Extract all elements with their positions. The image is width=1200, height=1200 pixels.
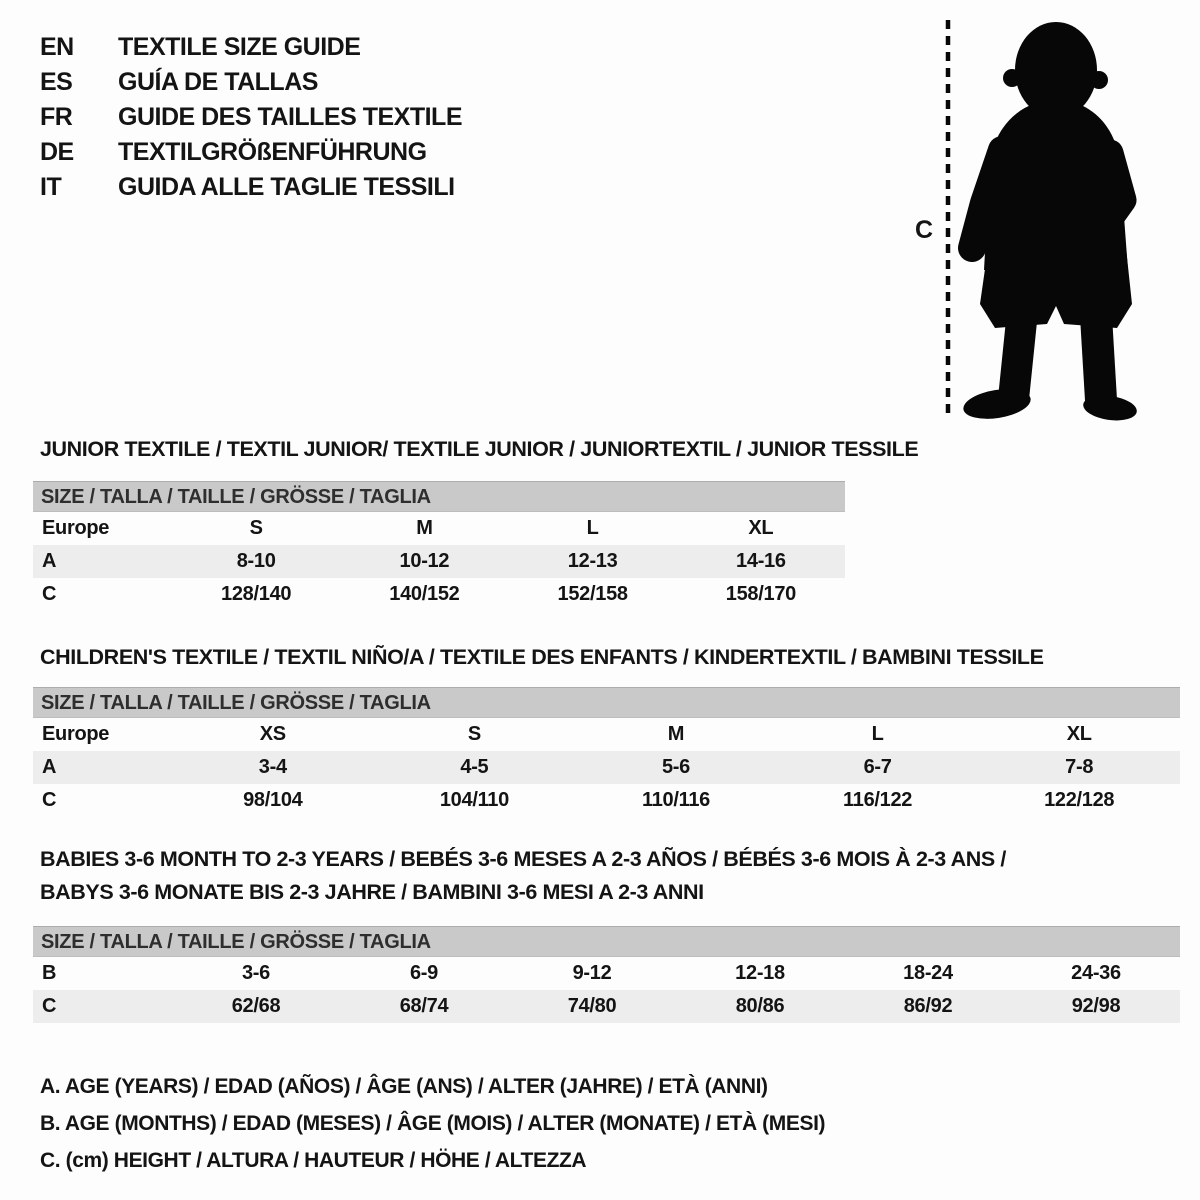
height-cell: 140/152 <box>389 583 460 605</box>
legend-line-c: C. (cm) HEIGHT / ALTURA / HAUTEUR / HÖHE / ALTEZZA <box>40 1149 587 1172</box>
table-row <box>33 512 845 545</box>
height-cell: 98/104 <box>243 789 303 811</box>
age-cell: 24-36 <box>1071 962 1121 984</box>
row-label: A <box>42 550 57 572</box>
guide-title-de: TEXTILGRÖßENFÜHRUNG <box>118 138 427 166</box>
babies-section-title-line1: BABIES 3-6 MONTH TO 2-3 YEARS / BEBÉS 3-6 MESES A 2-3 AÑOS / BÉBÉS 3-6 MOIS À 2-3 ANS / <box>40 847 1006 871</box>
size-cell: XL <box>1066 723 1092 745</box>
babies-size-table <box>33 926 1180 1023</box>
lang-code: EN <box>40 33 74 61</box>
height-cell: 122/128 <box>1044 789 1115 811</box>
height-cell: 74/80 <box>567 995 617 1017</box>
lang-row-de <box>40 135 462 170</box>
children-size-table <box>33 687 1180 817</box>
guide-title-es: GUÍA DE TALLAS <box>118 68 318 96</box>
size-cell: S <box>249 517 263 539</box>
row-label: C <box>42 583 57 605</box>
row-label: C <box>42 789 57 811</box>
age-cell: 18-24 <box>903 962 953 984</box>
junior-size-table <box>33 481 845 611</box>
age-cell: 7-8 <box>1065 756 1094 778</box>
age-cell: 6-7 <box>863 756 892 778</box>
age-cell: 3-6 <box>241 962 270 984</box>
legend-line-a: A. AGE (YEARS) / EDAD (AÑOS) / ÂGE (ANS) / ALTER (JAHRE) / ETÀ (ANNI) <box>40 1075 768 1098</box>
guide-title-fr: GUIDE DES TAILLES TEXTILE <box>118 103 463 131</box>
row-label: A <box>42 756 57 778</box>
guide-title-en: TEXTILE SIZE GUIDE <box>118 33 361 61</box>
size-cell: L <box>586 517 599 539</box>
babies-size-header-bar: SIZE / TALLA / TAILLE / GRÖSSE / TAGLIA <box>33 926 1180 957</box>
age-cell: 9-12 <box>572 962 612 984</box>
height-cell: 86/92 <box>903 995 953 1017</box>
height-cell: 62/68 <box>231 995 281 1017</box>
height-cell: 92/98 <box>1071 995 1121 1017</box>
legend-line-b: B. AGE (MONTHS) / EDAD (MESES) / ÂGE (MOIS) / ALTER (MONATE) / ETÀ (MESI) <box>40 1112 826 1135</box>
height-cell: 158/170 <box>725 583 796 605</box>
measurement-legend <box>40 1068 825 1179</box>
size-cell: XL <box>748 517 774 539</box>
lang-row-it <box>40 170 462 205</box>
height-cell: 104/110 <box>439 789 509 811</box>
height-cell: 128/140 <box>221 583 292 605</box>
height-measure-label: C <box>915 216 934 244</box>
table-row <box>33 957 1180 990</box>
guide-title-it: GUIDA ALLE TAGLIE TESSILI <box>118 173 455 201</box>
height-cell: 68/74 <box>399 995 449 1017</box>
lang-row-en <box>40 30 462 65</box>
age-cell: 12-13 <box>567 550 618 572</box>
size-cell: XS <box>259 723 286 745</box>
lang-code: IT <box>40 173 62 201</box>
height-cell: 80/86 <box>735 995 785 1017</box>
lang-code: ES <box>40 68 73 96</box>
toddler-silhouette-shape <box>961 22 1138 422</box>
toddler-silhouette <box>898 8 1142 422</box>
row-label: Europe <box>42 723 110 745</box>
table-row <box>33 990 1180 1023</box>
lang-code: FR <box>40 103 73 131</box>
size-cell: S <box>467 723 481 745</box>
children-size-header-bar: SIZE / TALLA / TAILLE / GRÖSSE / TAGLIA <box>33 687 1180 718</box>
age-cell: 8-10 <box>236 550 276 572</box>
age-cell: 10-12 <box>399 550 450 572</box>
age-cell: 5-6 <box>661 756 690 778</box>
age-cell: 12-18 <box>735 962 785 984</box>
table-row <box>33 718 1180 751</box>
age-cell: 14-16 <box>736 550 786 572</box>
age-cell: 6-9 <box>409 962 438 984</box>
table-row <box>33 751 1180 784</box>
lang-row-fr <box>40 100 462 135</box>
babies-section-title-line2: BABYS 3-6 MONATE BIS 2-3 JAHRE / BAMBINI 3-6 MESI A 2-3 ANNI <box>40 880 704 904</box>
height-cell: 110/116 <box>641 789 710 811</box>
height-cell: 152/158 <box>557 583 628 605</box>
size-cell: M <box>667 723 685 745</box>
junior-size-header-bar: SIZE / TALLA / TAILLE / GRÖSSE / TAGLIA <box>33 481 845 512</box>
lang-code: DE <box>40 138 74 166</box>
age-cell: 3-4 <box>258 756 287 778</box>
age-cell: 4-5 <box>460 756 489 778</box>
language-header <box>40 30 462 205</box>
children-section-title: CHILDREN'S TEXTILE / TEXTIL NIÑO/A / TEXTILE DES ENFANTS / KINDERTEXTIL / BAMBINI TESSILE <box>40 645 1044 669</box>
row-label: C <box>42 995 57 1017</box>
height-cell: 116/122 <box>843 789 913 811</box>
lang-row-es <box>40 65 462 100</box>
size-cell: M <box>416 517 433 539</box>
junior-section-title: JUNIOR TEXTILE / TEXTIL JUNIOR/ TEXTILE JUNIOR / JUNIORTEXTIL / JUNIOR TESSILE <box>40 437 919 461</box>
size-cell: L <box>871 723 884 745</box>
table-row <box>33 784 1180 817</box>
table-row <box>33 545 845 578</box>
table-row <box>33 578 845 611</box>
row-label: Europe <box>42 517 110 539</box>
row-label: B <box>42 962 57 984</box>
